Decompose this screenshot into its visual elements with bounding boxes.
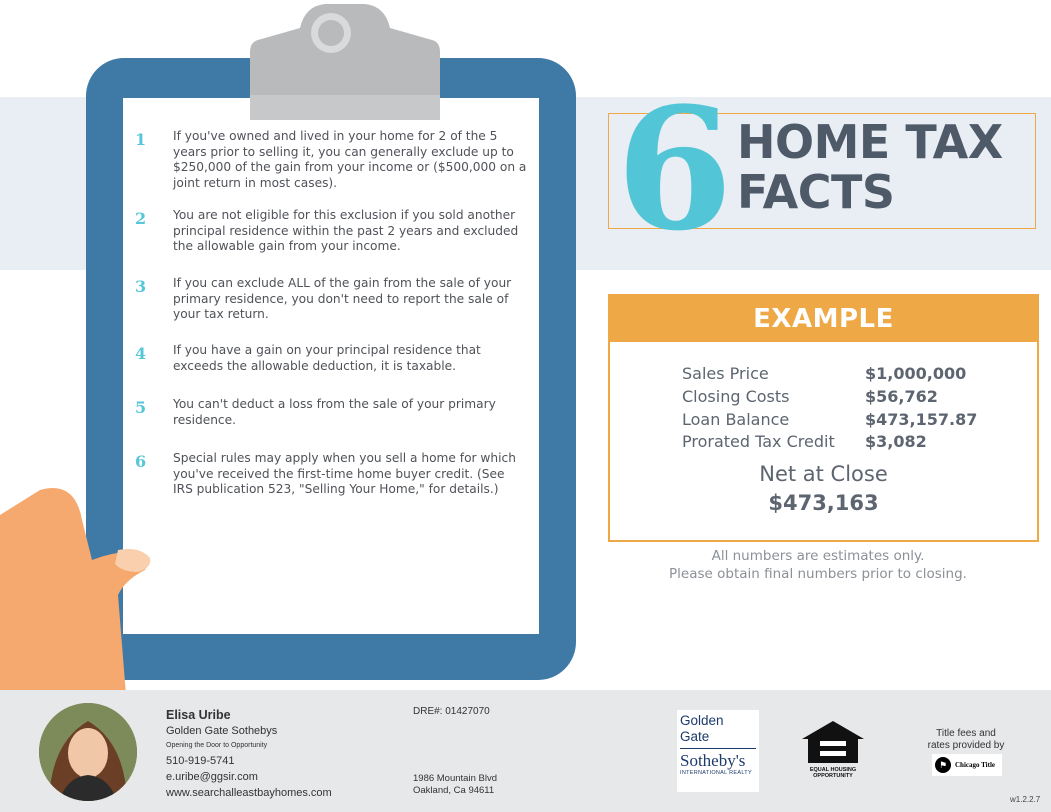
agent-email[interactable]: e.uribe@ggsir.com <box>166 771 258 783</box>
example-row-value: $3,082 <box>865 432 927 451</box>
logo-international: INTERNATIONAL REALTY <box>680 770 752 776</box>
page-title <box>737 117 1003 217</box>
example-row-value: $56,762 <box>865 387 938 406</box>
address-line-2: Oakland, Ca 94611 <box>413 785 495 796</box>
office-address <box>413 773 497 797</box>
version-label: w1.2.2.7 <box>1010 795 1041 804</box>
house-icon <box>800 719 866 767</box>
fact-number: 4 <box>135 344 147 363</box>
agent-info <box>166 707 332 801</box>
logo-rule <box>680 748 756 749</box>
logo-gate: Gate <box>680 729 710 744</box>
clipboard-illustration <box>0 0 600 690</box>
fact-text: You can't deduct a loss from the sale of your primary residence. <box>173 397 496 427</box>
fact-item-5 <box>135 397 527 428</box>
fact-item-4 <box>135 343 527 374</box>
agent-tagline: Opening the Door to Opportunity <box>166 742 268 749</box>
chicago-title-icon: ⚑ <box>935 757 951 773</box>
title-fees-note <box>920 728 1012 752</box>
example-row-value: $473,157.87 <box>865 410 978 429</box>
logo-sothebys: Sotheby's <box>680 751 746 770</box>
eho-caption-line-2: OPPORTUNITY <box>813 773 853 779</box>
disclaimer <box>608 547 1028 583</box>
avatar <box>39 703 137 801</box>
example-row-value: $1,000,000 <box>865 364 967 383</box>
net-at-close-label: Net at Close <box>759 462 888 486</box>
agent-brokerage: Golden Gate Sothebys <box>166 725 278 737</box>
fact-item-1 <box>135 129 527 191</box>
fact-number: 6 <box>135 452 147 471</box>
fact-number: 3 <box>135 277 147 296</box>
title-fees-line-2: rates provided by <box>927 740 1005 751</box>
example-row <box>682 387 1022 410</box>
example-row-label: Prorated Tax Credit <box>682 432 835 451</box>
example-row <box>682 432 1022 455</box>
logo-golden: Golden <box>680 713 724 728</box>
agent-photo-icon <box>39 703 137 801</box>
agent-name: Elisa Uribe <box>166 708 231 722</box>
net-at-close-value: $473,163 <box>768 491 879 515</box>
fact-item-3 <box>135 276 527 323</box>
fact-text: You are not eligible for this exclusion if you sold another principal residence within the past 2 years and excluded the allowable gain from your income. <box>173 208 519 254</box>
disclaimer-line-2: Please obtain final numbers prior to closing. <box>669 566 967 582</box>
agent-website[interactable]: www.searchalleastbayhomes.com <box>166 787 332 799</box>
fact-number: 2 <box>135 209 147 228</box>
example-row-label: Closing Costs <box>682 387 790 406</box>
example-row-label: Loan Balance <box>682 410 790 429</box>
fact-number: 1 <box>135 130 147 149</box>
fact-number: 5 <box>135 398 147 417</box>
chicago-title-name: Chicago Title <box>955 761 995 769</box>
example-box <box>608 294 1039 542</box>
fact-text: Special rules may apply when you sell a home for which you've received the first-time home buyer credit. (See IRS publication 523, "Selling Your Home," for details.) <box>173 451 516 497</box>
fact-text: If you've owned and lived in your home for 2 of the 5 years prior to selling it, you can generally exclude up to $250,000 of the gain from your income or ($500,000 on a joint return in most cases). <box>173 129 527 190</box>
example-row <box>682 410 1022 433</box>
footer <box>0 690 1051 812</box>
agent-phone[interactable]: 510-919-5741 <box>166 755 235 767</box>
fact-item-2 <box>135 208 527 255</box>
example-heading: EXAMPLE <box>610 296 1037 342</box>
chicago-title-logo <box>932 754 1002 776</box>
title-fees-line-1: Title fees and <box>936 728 996 739</box>
title-line-1: HOME TAX <box>737 115 1003 169</box>
equal-housing-logo <box>800 719 866 785</box>
address-line-1: 1986 Mountain Blvd <box>413 773 497 784</box>
clipboard-clip-icon <box>250 0 440 120</box>
title-line-2: FACTS <box>737 165 895 219</box>
sothebys-logo <box>677 710 759 792</box>
title-number: 6 <box>616 70 729 268</box>
fact-text: If you can exclude ALL of the gain from the sale of your primary residence, you don't need to report the sale of your tax return. <box>173 276 512 322</box>
dre-number: DRE#: 01427070 <box>413 706 490 717</box>
example-row <box>682 364 1022 387</box>
disclaimer-line-1: All numbers are estimates only. <box>711 548 925 564</box>
fact-item-6 <box>135 451 527 498</box>
hand-icon <box>0 480 170 695</box>
fact-text: If you have a gain on your principal residence that exceeds the allowable deduction, it is taxable. <box>173 343 481 373</box>
example-row-label: Sales Price <box>682 364 769 383</box>
eho-caption-line-1: EQUAL HOUSING <box>809 767 857 773</box>
